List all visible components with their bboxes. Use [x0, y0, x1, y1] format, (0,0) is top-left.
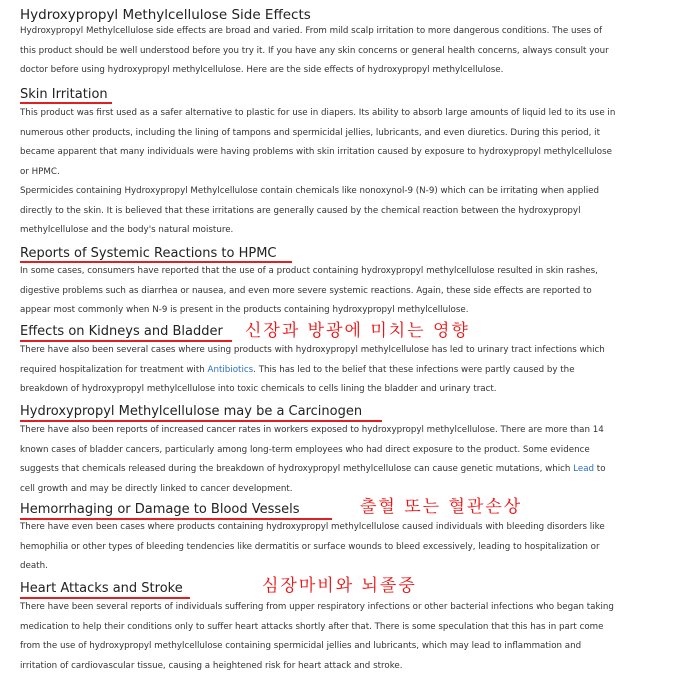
skin-paragraph-1 — [20, 104, 615, 182]
antibiotics-link[interactable]: Antibiotics — [207, 364, 254, 375]
text-line: irritation of cardiovascular tissue, causing a heightened risk for heart attack and stroke. — [20, 660, 403, 671]
text-line: from the use of hydroxypropyl methylcellulose containing spermicidal jellies and lubricants, which may lead to inflammation and — [20, 641, 582, 651]
text-segment: suggests that chemicals released during the breakdown of hydroxypropyl methylcellulose can cause genetic mutations, which — [20, 464, 574, 474]
text-line: methylcellulose and the body's natural moisture. — [20, 225, 234, 235]
text-line: doctor before using hydroxypropyl methylcellulose. Here are the side effects of hydroxypropyl methylcellulose. — [20, 65, 504, 75]
text-line: directly to the skin. It is believed that these irritations are generally caused by the chemical reaction between the hydroxypropyl — [20, 205, 581, 216]
text-line — [20, 460, 606, 480]
text-segment: to — [594, 464, 606, 474]
text-line — [20, 361, 605, 381]
text-line: cell growth and may be directly linked to cancer development. — [20, 483, 293, 494]
text-line: Spermicides containing Hydroxypropyl Methylcellulose contain chemicals like nonoxynol-9 (N-9) which can be irritating when applied — [20, 186, 599, 196]
page-title: Hydroxypropyl Methylcellulose Side Effects — [20, 7, 311, 23]
text-line: this product should be well understood before you try it. If you have any skin concerns or general health concerns, always consult your — [20, 45, 609, 56]
text-line: Hydroxypropyl Methylcellulose side effects are broad and varied. From mild scalp irritation to more dangerous conditions. The uses of — [20, 26, 603, 36]
text-line: numerous other products, including the lining of tampons and spermicidal jellies, lubricants, and even diuretics. During this period, it — [20, 127, 600, 138]
systemic-paragraph — [20, 262, 598, 321]
text-line: medication to help their conditions only to suffer heart attacks shortly after that. There is some speculation that this has in part come — [20, 621, 604, 632]
lead-link[interactable]: Lead — [573, 464, 595, 474]
text-segment: . This has led to the belief that these infections were partly caused by the — [253, 364, 575, 375]
skin-paragraph-2 — [20, 182, 599, 241]
intro-paragraph — [20, 22, 609, 81]
korean-annotation-heart: 심장마비와 뇌졸중 — [262, 576, 417, 596]
text-segment: required hospitalization for treatment with — [20, 364, 208, 375]
text-line: death. — [20, 561, 48, 571]
heading-carcinogen: Hydroxypropyl Methylcellulose may be a Carcinogen — [20, 404, 363, 419]
text-line: hemophilia or other types of bleeding tendencies like dermatitis or surface wounds to bleed excessively, leading to hospitalization or — [20, 541, 600, 552]
heart-paragraph — [20, 598, 614, 676]
text-line: known cases of bladder cancers, particularly among long-term employees who had direct exposure to the product. Some evidence — [20, 444, 590, 455]
heading-skin-irritation: Skin Irritation — [20, 87, 108, 102]
text-line: In some cases, consumers have reported that the use of a product containing hydroxypropyl methylcellulose resulted in skin rashes, — [20, 266, 598, 276]
heading-systemic-reactions: Reports of Systemic Reactions to HPMC — [20, 246, 277, 261]
text-line: became apparent that many individuals were having problems with skin irritation caused by exposure to hydroxypropyl methylcellulose — [20, 147, 612, 157]
text-line: or HPMC. — [20, 166, 60, 177]
heading-hemorrhaging: Hemorrhaging or Damage to Blood Vessels — [20, 502, 300, 517]
text-line: There have even been cases where products containing hydroxypropyl methylcellulose caused individuals with bleeding disorders like — [20, 522, 605, 532]
text-line: appear most commonly when N-9 is present in the products containing hydroxypropyl methylcellulose. — [20, 305, 469, 315]
hemorrhaging-paragraph — [20, 518, 605, 577]
heading-kidneys-bladder: Effects on Kidneys and Bladder — [20, 324, 223, 339]
heading-heart-stroke: Heart Attacks and Stroke — [20, 581, 183, 596]
text-line: digestive problems such as diarrhea or nausea, and even more severe systemic reactions. Again, these side effects are reported to — [20, 285, 592, 296]
kidneys-paragraph — [20, 341, 605, 400]
text-line: breakdown of hydroxypropyl methylcellulose into toxic chemicals to cells lining the bladder and urinary tract. — [20, 384, 497, 394]
text-line: There have been several reports of individuals suffering from upper respiratory infections or other bacterial infections who began taking — [20, 602, 614, 612]
text-line: This product was first used as a safer alternative to plastic for use in diapers. Its ability to absorb large amounts of liquid led to its use in — [20, 108, 616, 118]
text-line: There have also been reports of increased cancer rates in workers exposed to hydroxypropyl methylcellulose. There are more than 14 — [20, 425, 604, 435]
korean-annotation-hemorrhaging: 출혈 또는 혈관손상 — [360, 497, 523, 517]
korean-annotation-kidneys: 신장과 방광에 미치는 영향 — [245, 321, 470, 341]
text-line: There have also been several cases where using products with hydroxypropyl methylcellulose has led to urinary tract infections which — [20, 345, 605, 355]
carcinogen-paragraph — [20, 421, 606, 499]
